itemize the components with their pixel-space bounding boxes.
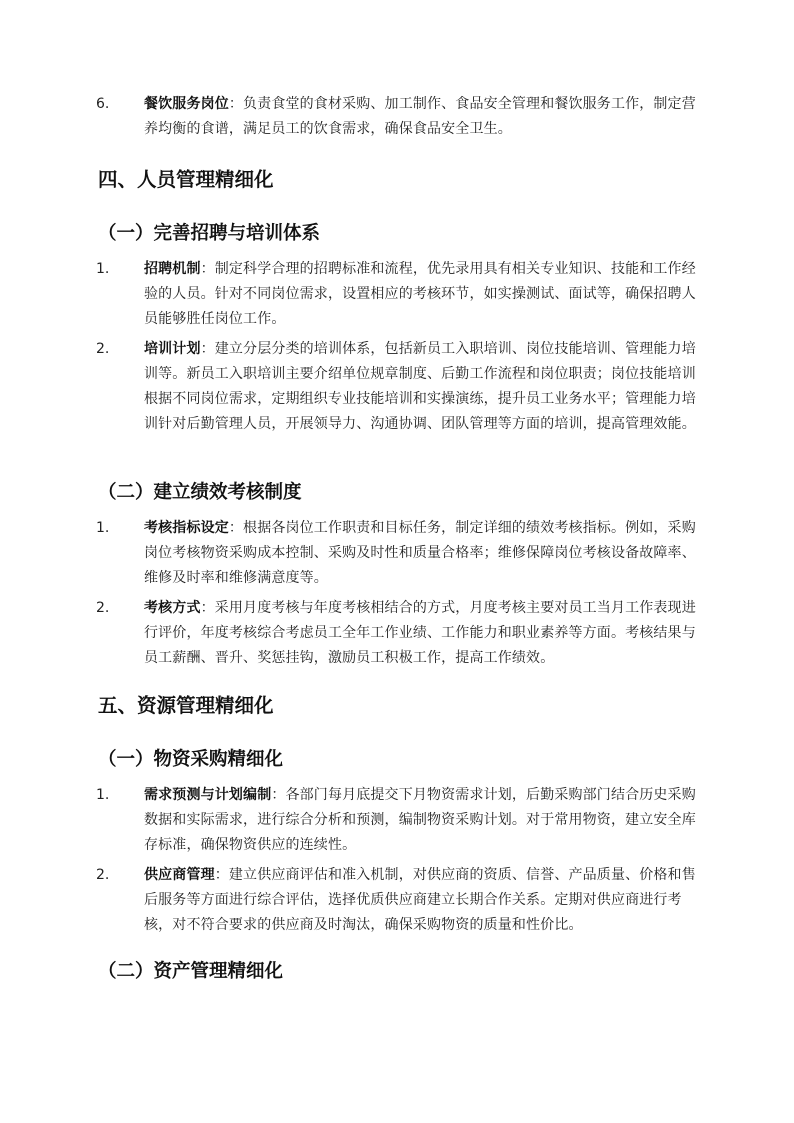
list-term: 考核方式: [144, 600, 201, 616]
list-body: [144, 92, 700, 142]
list-number: 2.: [96, 867, 110, 883]
list-number: 1.: [96, 261, 110, 277]
list-item: [96, 516, 702, 591]
list-text: ：负责食堂的食材采购、加工制作、食品安全管理和餐饮服务工作，制定营养均衡的食谱，满足员工的饮食需求，确保食品安全卫生。: [144, 96, 696, 137]
list-text: ：制定科学合理的招聘标准和流程，优先录用具有相关专业知识、技能和工作经验的人员。针对不同岗位需求，设置相应的考核环节，如实操测试、面试等，确保招聘人员能够胜任岗位工作。: [144, 261, 696, 327]
list-body: [144, 257, 700, 332]
subsection-heading: （二）资产管理精细化: [98, 961, 284, 982]
list-item: [96, 92, 702, 142]
list-text: ：建立分层分类的培训体系，包括新员工入职培训、岗位技能培训、管理能力培训等。新员工入职培训主要介绍单位规章制度、后勤工作流程和岗位职责；岗位技能培训根据不同岗位需求，定期组织专业技能培训和实操演练，提升员工业务水平；管理能力培训针对后勤管理人员，开展领导力、沟通协调、团队管理等方面的培训，提高管理效能。: [144, 341, 696, 432]
list-body: [144, 337, 700, 437]
list-term: 考核指标设定: [144, 520, 229, 536]
section-heading: 五、资源管理精细化: [98, 694, 274, 717]
list-text: ：采用月度考核与年度考核相结合的方式，月度考核主要对员工当月工作表现进行评价，年度考核综合考虑员工全年工作业绩、工作能力和职业素养等方面。考核结果与员工薪酬、晋升、奖惩挂钩，激励员工积极工作，提高工作绩效。: [144, 600, 696, 666]
list-body: [144, 516, 700, 591]
list-text: ：各部门每月底提交下月物资需求计划，后勤采购部门结合历史采购数据和实际需求，进行综合分析和预测，编制物资采购计划。对于常用物资，建立安全库存标准，确保物资供应的连续性。: [144, 787, 696, 853]
list-term: 供应商管理: [144, 867, 215, 883]
list-term: 餐饮服务岗位: [144, 96, 229, 112]
list-body: [144, 596, 700, 671]
list-item: [96, 596, 702, 671]
list-number: 6.: [96, 96, 110, 112]
subsection-heading: （二）建立绩效考核制度: [98, 482, 302, 503]
list-number: 2.: [96, 600, 110, 616]
section-heading: 四、人员管理精细化: [98, 168, 274, 191]
list-text: ：建立供应商评估和准入机制，对供应商的资质、信誉、产品质量、价格和售后服务等方面进行综合评估，选择优质供应商建立长期合作关系。定期对供应商进行考核，对不符合要求的供应商及时淘汰，确保采购物资的质量和性价比。: [144, 867, 696, 933]
list-item: [96, 783, 702, 858]
list-number: 2.: [96, 341, 110, 357]
list-body: [144, 783, 700, 858]
list-number: 1.: [96, 520, 110, 536]
subsection-heading: （一）完善招聘与培训体系: [98, 223, 321, 244]
list-text: ：根据各岗位工作职责和目标任务，制定详细的绩效考核指标。例如，采购岗位考核物资采购成本控制、采购及时性和质量合格率；维修保障岗位考核设备故障率、维修及时率和维修满意度等。: [144, 520, 696, 586]
list-term: 需求预测与计划编制: [144, 787, 272, 803]
list-term: 培训计划: [144, 341, 201, 357]
list-term: 招聘机制: [144, 261, 201, 277]
subsection-heading: （一）物资采购精细化: [98, 749, 284, 770]
list-item: [96, 337, 702, 437]
list-item: [96, 863, 702, 938]
list-body: [144, 863, 700, 938]
list-item: [96, 257, 702, 332]
list-number: 1.: [96, 787, 110, 803]
